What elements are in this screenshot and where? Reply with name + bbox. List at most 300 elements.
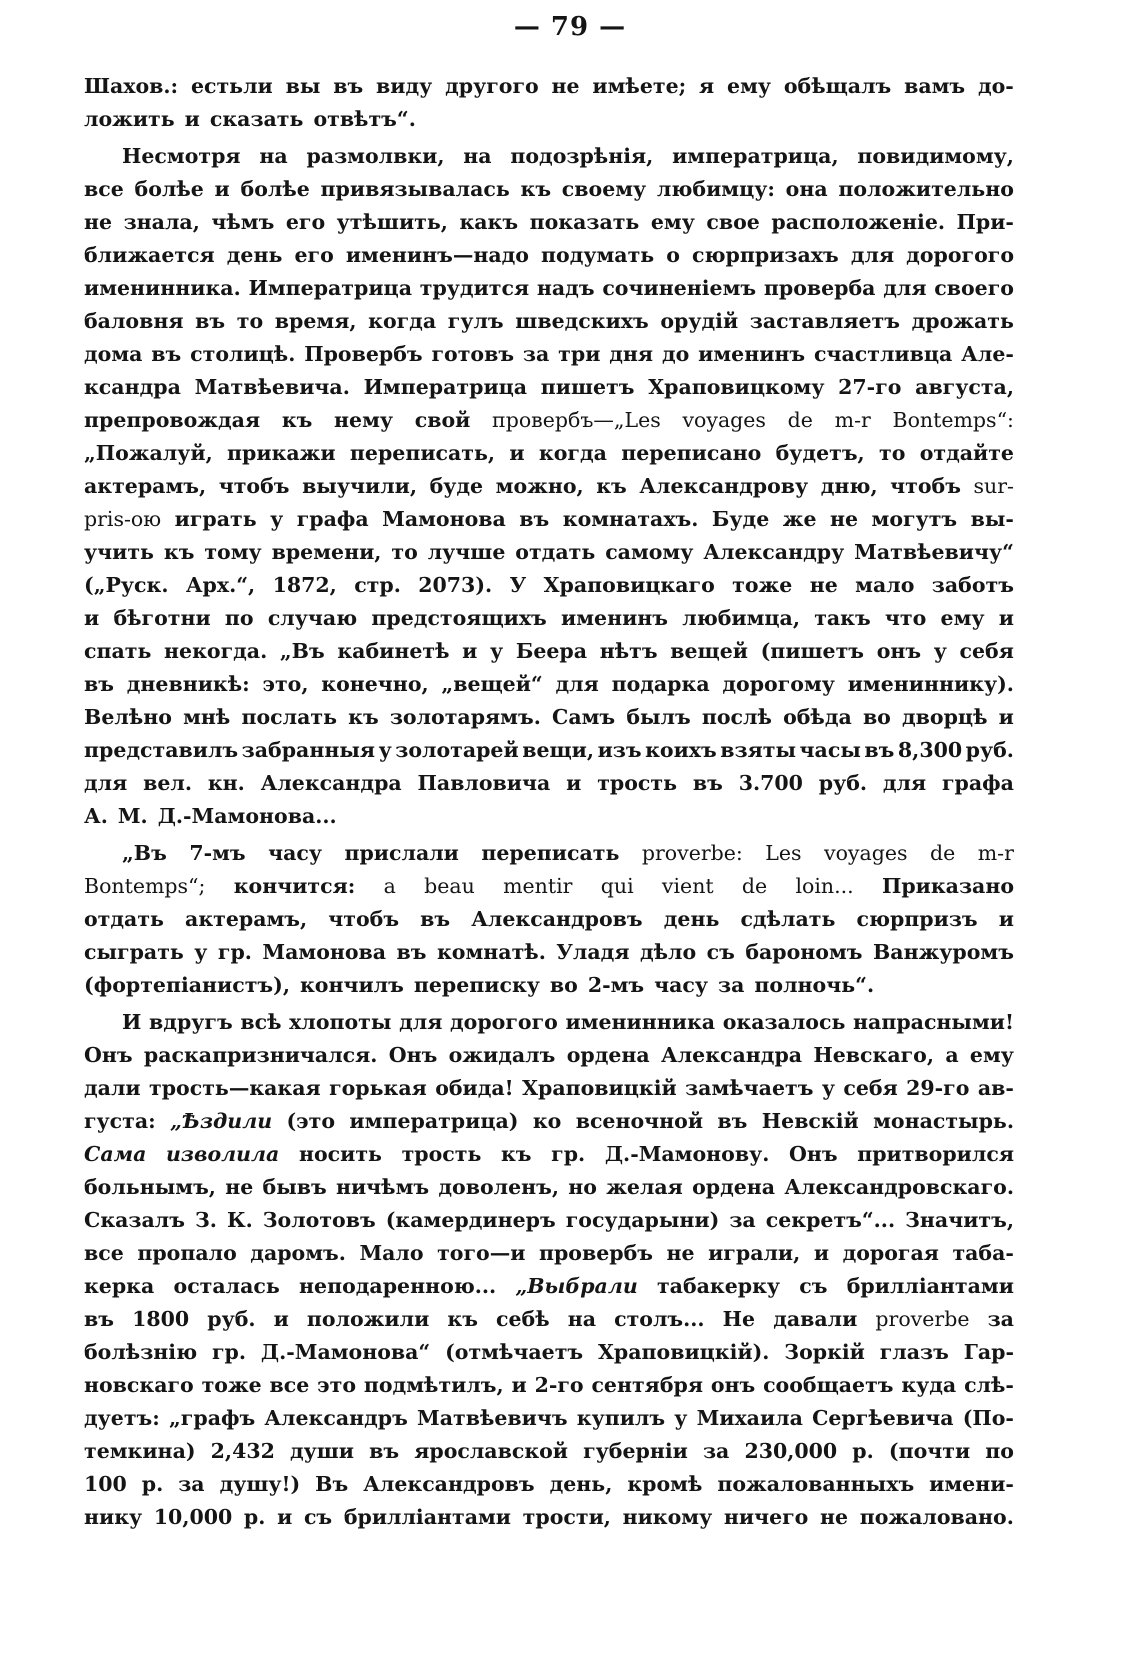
word: въ [84, 672, 114, 696]
word: сдѣлать [740, 907, 836, 931]
word: въ [333, 74, 364, 98]
word: sur- [973, 474, 1014, 498]
word: ложить [84, 107, 175, 131]
word: loin... [795, 874, 854, 898]
word: de [929, 841, 956, 865]
word: взяты [720, 738, 797, 762]
word: дня [609, 342, 654, 366]
word: всеночной [575, 1109, 704, 1133]
word: имѣете; [592, 74, 687, 98]
word: керка [84, 1274, 155, 1298]
word: провербъ [538, 1241, 653, 1265]
word: некогда. [164, 639, 268, 663]
page-number: — 79 — [513, 12, 627, 42]
word: m-r [834, 408, 871, 432]
text-line [84, 602, 1014, 635]
word: замѣчаетъ [685, 1076, 814, 1100]
word: нѣтъ [599, 639, 658, 663]
word: въ [717, 1109, 748, 1133]
word: „Ѣздили [170, 1109, 273, 1133]
word: то [391, 540, 418, 564]
word: вы [285, 74, 321, 98]
word: Провербъ [304, 342, 423, 366]
word: pris-ою [84, 507, 162, 531]
word: Храповицкій). [598, 1340, 770, 1364]
word: ничѣмъ [335, 1175, 430, 1199]
word: Мамонова [382, 507, 506, 531]
word: болѣзнію [84, 1340, 198, 1364]
text-line [84, 272, 1014, 305]
word: на [463, 144, 492, 168]
word: proverbe [875, 1307, 970, 1331]
word: дрожать [911, 309, 1014, 333]
word: для [882, 771, 927, 795]
word: по [985, 1439, 1014, 1463]
word: дорогому [722, 672, 835, 696]
word: августа, [915, 375, 1014, 399]
word: вы- [970, 507, 1014, 531]
word: Велѣно [84, 705, 172, 729]
word: „Въ [279, 639, 325, 663]
word: такъ [814, 606, 871, 630]
word: и [511, 1373, 527, 1397]
word: У [509, 573, 527, 597]
word: сыграть [84, 940, 184, 964]
word: чтобъ [328, 907, 400, 931]
word: и [813, 1241, 830, 1265]
word: сюрпризахъ [692, 243, 839, 267]
word: себя [843, 1076, 898, 1100]
word: Д.-Мамонову. [604, 1142, 770, 1166]
word: переписано [621, 441, 762, 465]
word: и [509, 441, 525, 465]
word: (камердинеръ [385, 1208, 556, 1232]
word: voyages [824, 841, 908, 865]
word: ордена [566, 1043, 650, 1067]
word: вел. [143, 771, 192, 795]
word: Матвѣевичъ [417, 1406, 568, 1430]
word: Александръ [264, 1406, 408, 1430]
word: Александровъ [363, 1472, 535, 1496]
word: губерніи [583, 1439, 688, 1463]
word: Александрову [639, 474, 809, 498]
text-line [84, 903, 1014, 936]
word: часу [268, 841, 322, 865]
word: Золотовъ [262, 1208, 376, 1232]
word: Онъ [788, 1142, 838, 1166]
word: 8,300 [897, 738, 963, 762]
word: для [84, 771, 128, 795]
word: и [214, 177, 230, 201]
word: день, [549, 1472, 613, 1496]
text-line [84, 1501, 1014, 1534]
word: предстоящихъ [371, 606, 547, 630]
word: своего [934, 276, 1014, 300]
word: Александровъ [471, 907, 643, 931]
word: прикажи [227, 441, 336, 465]
word: a [383, 874, 396, 898]
word: все [84, 1241, 124, 1265]
word: ему [969, 1043, 1014, 1067]
word: когда [538, 441, 607, 465]
word: Самъ [552, 705, 616, 729]
word: буде [429, 474, 484, 498]
word: играть [174, 507, 257, 531]
word: Арх.“, [185, 573, 256, 597]
word: кн. [207, 771, 245, 795]
word: трости, [522, 1505, 611, 1529]
word: именинника [565, 1010, 716, 1034]
word: 2073). [418, 573, 493, 597]
text-line [84, 503, 1014, 536]
word: Приказано [881, 874, 1014, 898]
word: выучили, [302, 474, 417, 498]
word: забранныя [241, 738, 376, 762]
word: столицѣ. [190, 342, 296, 366]
word: 3.700 [738, 771, 803, 795]
word: Александру [703, 540, 845, 564]
word: чѣмъ [211, 210, 275, 234]
word: для [883, 276, 927, 300]
word: раскапризничался. [143, 1043, 378, 1067]
word: за [718, 973, 745, 997]
word: чтобъ [218, 474, 290, 498]
word: кабинетѣ [337, 639, 450, 663]
word: сюрпризъ [856, 907, 978, 931]
word: стр. [354, 573, 401, 597]
word: души [289, 1439, 355, 1463]
word: у [490, 639, 504, 663]
word: и [566, 771, 582, 795]
word: de [787, 408, 813, 432]
word: „Въ [122, 841, 167, 865]
word: подозрѣнія, [510, 144, 654, 168]
text-line [84, 70, 1014, 103]
word: тому [204, 540, 262, 564]
text-line [84, 206, 1014, 239]
word: императрица, [672, 144, 839, 168]
word: день [226, 243, 283, 267]
word: дворцѣ [902, 705, 988, 729]
word: проверба [763, 276, 876, 300]
word: притворился [857, 1142, 1014, 1166]
word: положительно [838, 177, 1014, 201]
word: дали [84, 1076, 141, 1100]
word: послѣ [701, 705, 772, 729]
word: дѣло [639, 940, 697, 964]
word: не [809, 573, 838, 597]
text-line [84, 870, 1014, 903]
word: того—и [437, 1241, 526, 1265]
word: гр. [551, 1142, 586, 1166]
word: именинъ—надо [345, 243, 529, 267]
word: дню, [820, 474, 878, 498]
word: Матвѣевичу“ [854, 540, 1014, 564]
word: къ [501, 1142, 532, 1166]
word: къ [520, 177, 552, 201]
word: Павловича [417, 771, 551, 795]
word: подарка [611, 672, 710, 696]
word: въ [864, 738, 895, 762]
word: Беера [515, 639, 588, 663]
word: гр. [217, 940, 252, 964]
word: и [998, 606, 1014, 630]
word: день [663, 907, 720, 931]
word: ко [532, 1109, 562, 1133]
word: обида! [435, 1076, 514, 1100]
word: Буде [711, 507, 770, 531]
text-line [84, 140, 1014, 173]
word: пожаловано. [859, 1505, 1014, 1529]
word: (отмѣчаетъ [445, 1340, 584, 1364]
word: „Пожалуй, [84, 441, 213, 465]
word: При- [956, 210, 1014, 234]
text-line [84, 767, 1014, 800]
word: 2-го [534, 1373, 584, 1397]
text-line [84, 837, 1014, 870]
word: чтобъ [890, 474, 961, 498]
text-line [84, 371, 1014, 404]
word: у [378, 738, 392, 762]
word: пропало [137, 1241, 237, 1265]
word: слѣ- [964, 1373, 1014, 1397]
word: къ [348, 705, 379, 729]
word: Не [722, 1307, 756, 1331]
word: 1872, [272, 573, 337, 597]
text-line [84, 437, 1014, 470]
word: Онъ [84, 1043, 133, 1067]
word: положили [306, 1307, 430, 1331]
word: Мало [359, 1241, 424, 1265]
word: то [879, 441, 906, 465]
word: но [568, 1175, 597, 1199]
word: таба- [952, 1241, 1014, 1265]
word: конечно, [321, 672, 429, 696]
word: дорогого [906, 243, 1014, 267]
word: оказалось [722, 1010, 846, 1034]
word: счастливца [814, 342, 953, 366]
word: мнѣ [183, 705, 231, 729]
word: 2,432 [210, 1439, 275, 1463]
word: Въ [315, 1472, 349, 1496]
word: Шахов.: [84, 74, 179, 98]
word: это [317, 1373, 357, 1397]
word: отдать [84, 907, 164, 931]
text-line [84, 734, 1014, 767]
word: коихъ [645, 738, 717, 762]
word: три [558, 342, 601, 366]
word: (это [286, 1109, 336, 1133]
word: Bontemps“; [84, 874, 206, 898]
text-line [84, 1105, 1014, 1138]
word: Императрица [248, 276, 412, 300]
word: пишетъ [540, 375, 635, 399]
word: кончилъ [299, 973, 404, 997]
word: у [821, 1076, 835, 1100]
word: Сказалъ [84, 1208, 185, 1232]
word: темкина) [84, 1439, 196, 1463]
word: 2-мъ [587, 973, 645, 997]
word: время, [274, 309, 357, 333]
word: душу!) [219, 1472, 301, 1496]
word: ожидалъ [448, 1043, 556, 1067]
word: утѣшить, [336, 210, 448, 234]
word: для [850, 243, 895, 267]
word: барономъ [745, 940, 863, 964]
word: Матвѣевича. [194, 375, 350, 399]
word: отвѣтъ“. [313, 107, 416, 131]
word: ему [940, 606, 985, 630]
word: учить [84, 540, 154, 564]
word: К. [226, 1208, 253, 1232]
word: носить [298, 1142, 382, 1166]
word: Храповицкій [522, 1076, 677, 1100]
word: „графъ [169, 1406, 256, 1430]
text-line [84, 936, 1014, 969]
word: „вещей“ [441, 672, 543, 696]
word: заставляетъ [749, 309, 900, 333]
word: она [785, 177, 828, 201]
word: ему [727, 74, 772, 98]
word: въ [151, 342, 182, 366]
word: Несмотря [122, 144, 241, 168]
word: времени, [271, 540, 382, 564]
word: полночь“. [754, 973, 875, 997]
word: къ [596, 474, 627, 498]
word: часы [799, 738, 861, 762]
word: свой [414, 408, 471, 432]
word: не [84, 210, 113, 234]
word: свое [706, 210, 760, 234]
word: mentir [503, 874, 573, 898]
word: именинника. [84, 276, 241, 300]
word: для [555, 672, 599, 696]
word: руб. [965, 738, 1014, 762]
word: за [522, 342, 550, 366]
word: орудій [660, 309, 739, 333]
word: для [399, 1010, 443, 1034]
word: то [236, 309, 264, 333]
text-line [84, 1237, 1014, 1270]
word: Храповицкому [648, 375, 825, 399]
text-line [84, 1468, 1014, 1501]
text-line [84, 1336, 1014, 1369]
word: даромъ. [250, 1241, 346, 1265]
word: Зоркій [784, 1340, 865, 1364]
word: всѣ [240, 1010, 282, 1034]
text-line [84, 800, 1014, 833]
word: любимца, [682, 606, 800, 630]
word: изъ [597, 738, 642, 762]
word: кромѣ [627, 1472, 703, 1496]
text-line [84, 536, 1014, 569]
word: отдать [515, 540, 596, 564]
word: его [294, 243, 334, 267]
word: въ [84, 1307, 114, 1331]
word: комнатѣ. [437, 940, 546, 964]
word: ничего [723, 1505, 809, 1529]
word: не [551, 74, 580, 98]
word: въ [369, 1439, 400, 1463]
word: показать [529, 210, 640, 234]
word: въ [420, 907, 451, 931]
word: Сергѣевича [812, 1406, 954, 1430]
word: дневникѣ: [126, 672, 250, 696]
word: горькая [329, 1076, 427, 1100]
word: за [729, 1208, 756, 1232]
word: Невскаго, [813, 1043, 934, 1067]
text-line [84, 305, 1014, 338]
word: я [699, 74, 715, 98]
word: спать [84, 639, 152, 663]
word: 7-мъ [189, 841, 246, 865]
word: подумать [541, 243, 655, 267]
word: не [820, 1505, 849, 1529]
word: въ [195, 309, 226, 333]
word: и [273, 1307, 289, 1331]
word: на [567, 1307, 597, 1331]
text-line [84, 1402, 1014, 1435]
word: и [84, 606, 100, 630]
word: именинъ [698, 342, 806, 366]
text-line [84, 103, 1014, 136]
word: ярославской [414, 1439, 568, 1463]
word: неподаренною... [299, 1274, 497, 1298]
word: кончится: [233, 874, 356, 898]
word: любимцу: [656, 177, 775, 201]
word: (почти [888, 1439, 971, 1463]
text-line [84, 1369, 1014, 1402]
text-line [84, 1072, 1014, 1105]
word: бѣготни [113, 606, 211, 630]
word: Д.-Мамонова“ [260, 1340, 431, 1364]
word: случаю [267, 606, 358, 630]
text-line [84, 1006, 1014, 1039]
word: густа: [84, 1109, 156, 1133]
word: не [666, 1241, 695, 1265]
word: прислали [344, 841, 459, 865]
word: Невскій [761, 1109, 859, 1133]
word: Александра [260, 771, 402, 795]
word: знала, [123, 210, 200, 234]
word: гулъ [447, 309, 504, 333]
word: онъ [710, 1373, 756, 1397]
word: секретъ“... [765, 1208, 896, 1232]
word: другого [445, 74, 539, 98]
word: вдругъ [149, 1010, 233, 1034]
word: напрасными! [853, 1010, 1014, 1034]
word: у [674, 1406, 688, 1430]
word: Императрица [363, 375, 528, 399]
word: Les [765, 841, 802, 865]
word: дорогая [842, 1241, 939, 1265]
word: доволенъ, [438, 1175, 560, 1199]
word: во [862, 705, 891, 729]
word: никому [622, 1505, 713, 1529]
word: ав- [977, 1076, 1014, 1100]
word: на [259, 144, 288, 168]
word: у [194, 940, 208, 964]
word: тоже [201, 1373, 262, 1397]
word: вещей [670, 639, 748, 663]
word: играли, [708, 1241, 801, 1265]
word: къ [163, 540, 195, 564]
word: былъ [626, 705, 691, 729]
word: давали [773, 1307, 858, 1331]
word: 29-го [906, 1076, 970, 1100]
word: болѣе [134, 177, 204, 201]
word: могутъ [871, 507, 958, 531]
